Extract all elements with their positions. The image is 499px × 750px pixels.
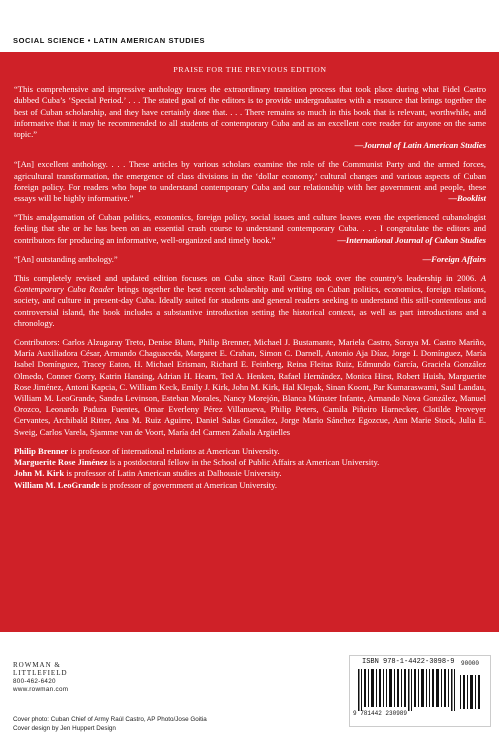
publisher-url: www.rowman.com <box>13 686 69 694</box>
cover-design-credit: Cover design by Jen Huppert Design <box>13 724 116 732</box>
isbn-label: ISBN 978-1-4422-3098-9 <box>362 658 455 666</box>
barcode-block: ISBN 978-1-4422-3098-9 9 781442 230989 90000 <box>349 655 491 727</box>
quote-source: —Foreign Affairs <box>422 253 486 264</box>
publisher-phone: 800-462-6420 <box>13 677 56 685</box>
editor-bio: Philip Brenner is professor of international relations at American University. <box>14 445 280 456</box>
quote-text: “[An] outstanding anthology.” —Foreign Affairs <box>14 253 486 264</box>
cover-photo-credit: Cover photo: Cuban Chief of Army Raúl Castro, AP Photo/Jose Goitia <box>13 716 207 723</box>
review-quote <box>14 212 486 246</box>
editor-bio: Marguerite Rose Jiménez is a postdoctoral fellow in the School of Public Affairs at American University. <box>14 457 380 468</box>
publisher-block <box>13 661 68 695</box>
quote-source: —Journal of Latin American Studies <box>354 140 486 151</box>
contributors-list: Contributors: Carlos Alzugaray Treto, Denise Blum, Philip Brenner, Michael J. Bustamante, Mariela Castro, Soraya M. Castro Mariño, María Auxiliadora César, Armando Chaguaceda, Margaret E. Crahan, Simon C. Darnell, Antonio Aja Díaz, Jorge I. Domínguez, María Isabel Domínguez, Tracey Eaton, H. Michael Erisman, Richard E. Feinberg, Reina Fleitas Ruiz, Edmundo García, Graciela González Olmedo, Conner Gorry, Katrin Hansing, Adrian H. Hearn, Ted A. Henken, Rafael Hernández, Monica Hirst, Robert Huish, Marguerite Rose Jiménez, Antoni Kapcia, C. William Keck, Emily J. Kirk, John M. Kirk, Hal Klepak, Sinan Koont, Par Kumaraswami, Saul Landau, William M. LeoGrande, Sandra Levinson, Esteban Morales, Nancy Morejón, Blanca Múnster Infante, Armando Nova González, Manuel Orozco, Leonardo Padura Fuentes, Omar Everleny Pérez Villanueva, Philip Peters, Camila Piñeiro Harnecker, Clotilde Proveyer Cervantes, Archibald Ritter, Ana M. Ruiz Aguirre, Daniel Salas González, Jorge Mario Sánchez Egozcue, Ann Marie Stock, Julia E. Sweig, Carlos Varela, Sjamme van de Voort, María del Carmen Zabala Argüelles <box>14 337 486 437</box>
blurb-text <box>14 52 486 491</box>
cover-credits <box>13 716 207 733</box>
top-band <box>0 0 499 40</box>
book-description: This completely revised and updated edition focuses on Cuba since Raúl Castro took over the country’s leadership in 2006. A Contemporary Cuba Reader brings together the best recent scholarship and writing on Cuban politics, economics, foreign relations, society, and culture in present-day Cuba. Ideally suited for students and general readers seeking to understand this still-contentious and controversial island, the book includes a substantive introduction setting the historical context, as well as part introductions and a chronology. <box>14 273 486 328</box>
quote-text: “[An] excellent anthology. . . . These articles by various scholars examine the role of the Communist Party and the armed forces, agricultural transformation, the emergence of class divisions in the ‘dollar economy,’ cultural changes and various aspects of Cuban foreign policy. For readers who hope to understand contemporary Cuba and our relationship with her government and people, these essays will be highly informative.” —Booklist <box>14 159 486 204</box>
publisher-name-line2: LITTLEFIELD <box>13 669 68 678</box>
review-quote <box>14 254 486 265</box>
editor-bio: William M. LeoGrande is professor of government at American University. <box>14 479 278 490</box>
quote-text: “This amalgamation of Cuban politics, economics, foreign policy, social issues and culture leaves even the experienced cubanologist feeling that she or he has been on an essential crash course to understand contemporary Cuba. . . . I congratulate the editors and contributors for producing an informative, well-organized and timely book.” —International Journal of Cuban Studies <box>14 212 486 245</box>
editor-bio: John M. Kirk is professor of Latin American studies at Dalhousie University. <box>14 468 282 479</box>
red-panel <box>0 52 499 632</box>
quote-source: —Booklist <box>448 193 486 204</box>
praise-heading: PRAISE FOR THE PREVIOUS EDITION <box>173 65 327 74</box>
price-code: 90000 <box>461 660 480 667</box>
review-quote <box>14 84 486 151</box>
quote-text: “This comprehensive and impressive anthology traces the extraordinary transition process that took place during what Fidel Castro dubbed Cuba’s ‘Special Period.’ . . . The stated goal of the editors is to provide undergraduates with a resource that brings together the best of Cuban scholarship, and they have certainly done that. . . . There remains so much in this book that is relevant, worthwhile, and informative that it may be recommended to all students of contemporary Cuba and as an excellent core reader for anyone on the same topic.” <box>14 84 486 140</box>
publisher-name-line1: ROWMAN & <box>13 661 61 669</box>
book-title: A Contemporary Cuba Reader <box>14 273 486 295</box>
review-quote <box>14 159 486 204</box>
editor-bios <box>14 446 486 491</box>
barcode-icon <box>358 669 482 711</box>
category-label: SOCIAL SCIENCE • LATIN AMERICAN STUDIES <box>13 36 206 45</box>
quote-source: —International Journal of Cuban Studies <box>337 234 486 245</box>
